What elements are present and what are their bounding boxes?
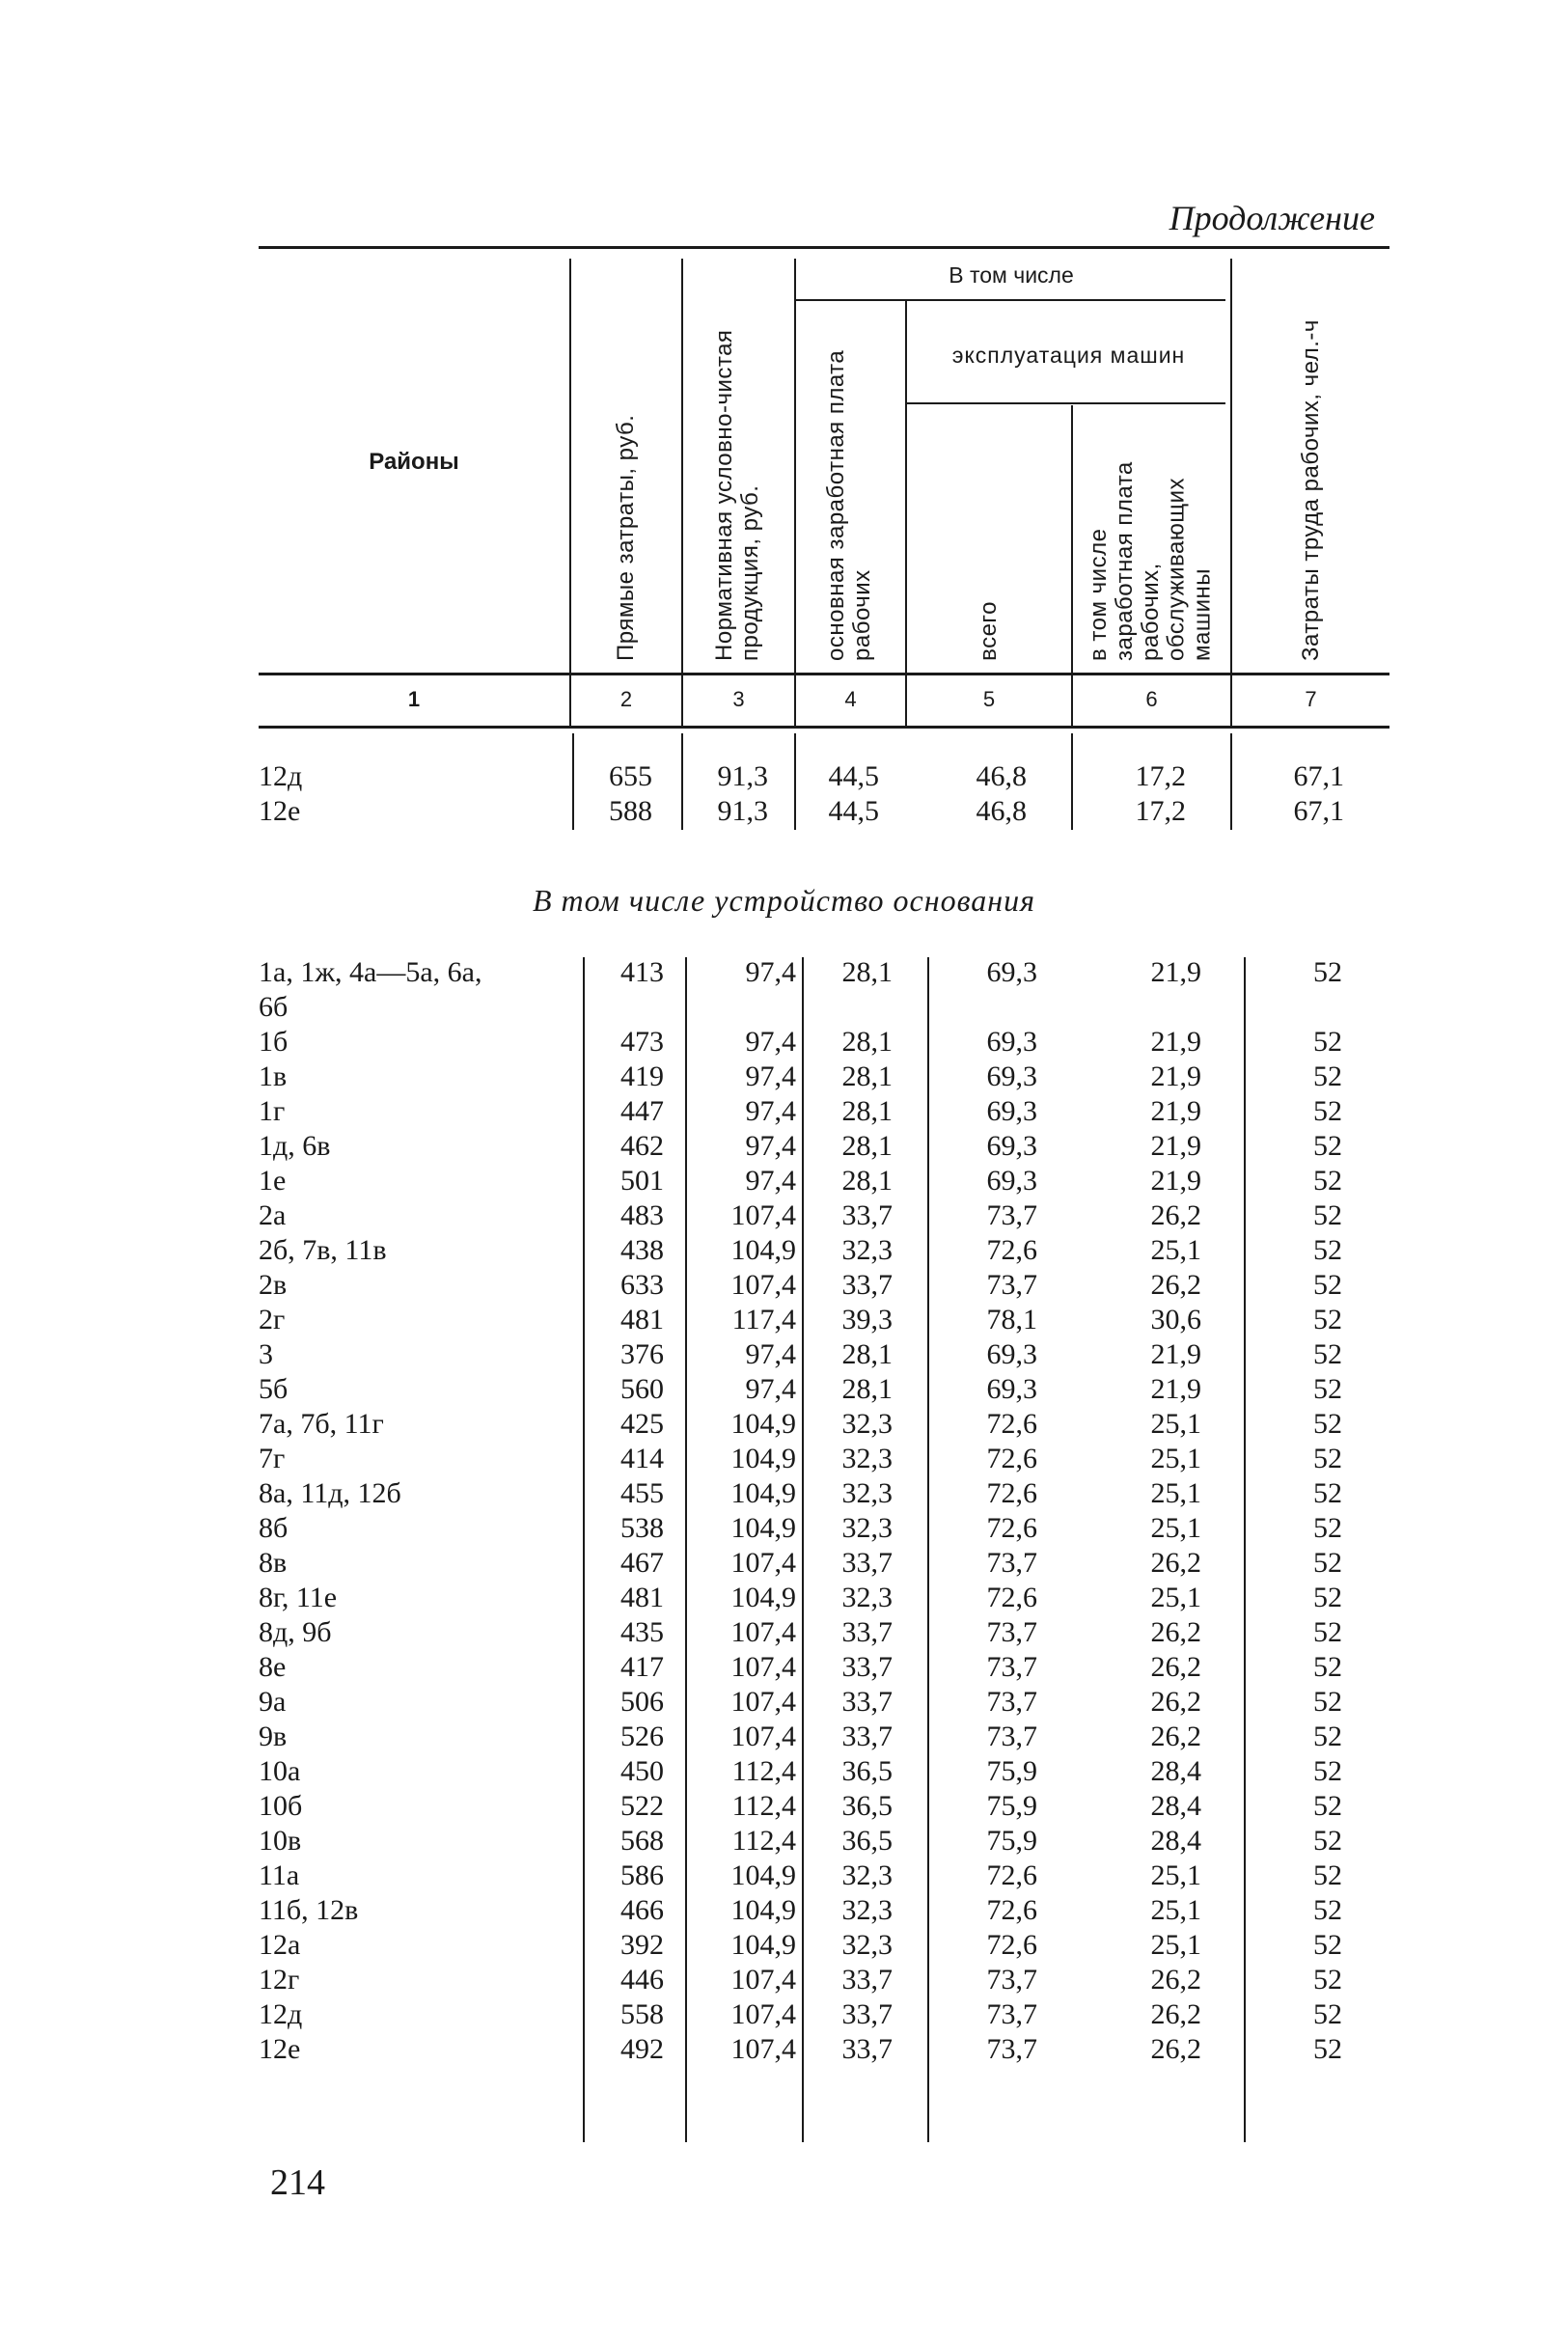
value-cell: 52 <box>1313 1338 1342 1370</box>
value-cell: 32,3 <box>841 1894 893 1926</box>
value-cell: 69,3 <box>986 1373 1037 1405</box>
value-cell: 28,4 <box>1150 1790 1201 1822</box>
value-cell: 28,4 <box>1150 1755 1201 1787</box>
value-cell: 97,4 <box>745 1338 796 1370</box>
region-cell: 2а <box>259 1199 287 1231</box>
value-cell: 392 <box>620 1929 664 1961</box>
col-number: 6 <box>1145 687 1158 711</box>
value-cell: 112,4 <box>731 1790 796 1822</box>
value-cell: 417 <box>620 1651 664 1683</box>
region-cell: 12д <box>259 760 303 792</box>
value-cell: 104,9 <box>730 1477 796 1509</box>
region-cell: 1д, 6в <box>259 1130 331 1162</box>
value-cell: 73,7 <box>986 1651 1037 1683</box>
header-direct-costs-text: Прямые затраты, руб. <box>612 414 639 661</box>
value-cell: 560 <box>620 1373 664 1405</box>
col-number: 7 <box>1305 687 1317 711</box>
value-cell: 97,4 <box>745 956 796 988</box>
value-cell: 25,1 <box>1150 1582 1201 1613</box>
value-cell: 52 <box>1313 1304 1342 1335</box>
value-cell: 17,2 <box>1135 760 1186 792</box>
value-cell: 25,1 <box>1150 1477 1201 1509</box>
value-cell: 107,4 <box>730 1616 796 1648</box>
value-cell: 52 <box>1313 1686 1342 1718</box>
continuation-label: Продолжение <box>1169 199 1375 237</box>
value-cell: 481 <box>620 1304 664 1335</box>
value-cell: 52 <box>1313 1721 1342 1752</box>
value-cell: 32,3 <box>841 1477 893 1509</box>
value-cell: 104,9 <box>730 1443 796 1474</box>
value-cell: 21,9 <box>1150 956 1201 988</box>
value-cell: 26,2 <box>1150 1616 1201 1648</box>
value-cell: 46,8 <box>976 760 1027 792</box>
value-cell: 69,3 <box>986 1095 1037 1127</box>
value-cell: 97,4 <box>745 1026 796 1058</box>
col-number: 2 <box>619 687 633 711</box>
value-cell: 28,4 <box>1150 1825 1201 1857</box>
region-cell: 8г, 11е <box>259 1582 338 1613</box>
value-cell: 73,7 <box>986 1547 1037 1579</box>
region-cell: 6б <box>259 991 289 1023</box>
value-cell: 17,2 <box>1135 795 1186 827</box>
col-number: 3 <box>732 687 745 711</box>
value-cell: 483 <box>620 1199 664 1231</box>
value-cell: 473 <box>620 1026 664 1058</box>
header-machines: эксплуатация машин <box>951 343 1186 368</box>
value-cell: 107,4 <box>730 1686 796 1718</box>
value-cell: 97,4 <box>745 1373 796 1405</box>
header-machine-wages-text: в том числе заработная плата рабочих, обслуживающих машины <box>1085 461 1216 661</box>
table-top-rule <box>259 246 1389 249</box>
value-cell: 69,3 <box>986 956 1037 988</box>
value-cell: 21,9 <box>1150 1026 1201 1058</box>
value-cell: 107,4 <box>730 2033 796 2065</box>
col-number: 1 <box>407 687 421 711</box>
region-cell: 7г <box>259 1443 286 1474</box>
region-cell: 2б, 7в, 11в <box>259 1234 387 1266</box>
value-cell: 52 <box>1313 1825 1342 1857</box>
value-cell: 52 <box>1313 1964 1342 1996</box>
value-cell: 30,6 <box>1150 1304 1201 1335</box>
value-cell: 39,3 <box>841 1304 893 1335</box>
value-cell: 107,4 <box>730 1269 796 1301</box>
value-cell: 25,1 <box>1150 1894 1201 1926</box>
value-cell: 438 <box>620 1234 664 1266</box>
value-cell: 526 <box>620 1721 664 1752</box>
value-cell: 32,3 <box>841 1859 893 1891</box>
value-cell: 28,1 <box>841 1026 893 1058</box>
value-cell: 107,4 <box>730 1998 796 2030</box>
value-cell: 72,6 <box>986 1929 1037 1961</box>
value-cell: 33,7 <box>841 1964 893 1996</box>
value-cell: 52 <box>1313 1998 1342 2030</box>
value-cell: 52 <box>1313 1060 1342 1092</box>
top-block-divider <box>572 733 574 830</box>
value-cell: 568 <box>620 1825 664 1857</box>
value-cell: 52 <box>1313 1026 1342 1058</box>
value-cell: 67,1 <box>1293 795 1344 827</box>
value-cell: 466 <box>620 1894 664 1926</box>
region-cell: 1г <box>259 1095 286 1127</box>
region-cell: 11а <box>259 1859 300 1891</box>
header-divider <box>569 259 571 726</box>
value-cell: 558 <box>620 1998 664 2030</box>
value-cell: 104,9 <box>730 1582 796 1613</box>
top-block-divider <box>1230 733 1232 830</box>
region-cell: 8в <box>259 1547 288 1579</box>
value-cell: 506 <box>620 1686 664 1718</box>
region-cell: 7а, 7б, 11г <box>259 1408 384 1440</box>
value-cell: 69,3 <box>986 1338 1037 1370</box>
value-cell: 73,7 <box>986 1721 1037 1752</box>
region-cell: 9в <box>259 1721 288 1752</box>
value-cell: 28,1 <box>841 1060 893 1092</box>
value-cell: 69,3 <box>986 1060 1037 1092</box>
value-cell: 586 <box>620 1859 664 1891</box>
col-number: 4 <box>844 687 857 711</box>
value-cell: 73,7 <box>986 1686 1037 1718</box>
value-cell: 91,3 <box>717 760 768 792</box>
value-cell: 36,5 <box>841 1790 893 1822</box>
value-cell: 52 <box>1313 1859 1342 1891</box>
value-cell: 91,3 <box>717 795 768 827</box>
region-cell: 11б, 12в <box>259 1894 359 1926</box>
value-cell: 21,9 <box>1150 1338 1201 1370</box>
value-cell: 26,2 <box>1150 1686 1201 1718</box>
value-cell: 52 <box>1313 1443 1342 1474</box>
value-cell: 52 <box>1313 1651 1342 1683</box>
value-cell: 52 <box>1313 1790 1342 1822</box>
value-cell: 75,9 <box>986 1755 1037 1787</box>
value-cell: 52 <box>1313 2033 1342 2065</box>
value-cell: 75,9 <box>986 1790 1037 1822</box>
header-divider <box>1230 259 1232 726</box>
value-cell: 435 <box>620 1616 664 1648</box>
value-cell: 25,1 <box>1150 1443 1201 1474</box>
value-cell: 450 <box>620 1755 664 1787</box>
value-cell: 21,9 <box>1150 1060 1201 1092</box>
value-cell: 655 <box>609 760 652 792</box>
header-wages-text: основная заработная плата рабочих <box>823 349 875 661</box>
region-cell: 10а <box>259 1755 301 1787</box>
header-labor <box>1234 253 1389 661</box>
value-cell: 414 <box>620 1443 664 1474</box>
top-block-divider <box>794 733 796 830</box>
region-cell: 1а, 1ж, 4а—5а, 6а, <box>259 956 482 988</box>
value-cell: 21,9 <box>1150 1165 1201 1197</box>
value-cell: 538 <box>620 1512 664 1544</box>
value-cell: 32,3 <box>841 1234 893 1266</box>
value-cell: 32,3 <box>841 1512 893 1544</box>
value-cell: 21,9 <box>1150 1130 1201 1162</box>
value-cell: 107,4 <box>730 1964 796 1996</box>
value-cell: 104,9 <box>730 1408 796 1440</box>
value-cell: 28,1 <box>841 956 893 988</box>
value-cell: 112,4 <box>731 1755 796 1787</box>
region-cell: 10в <box>259 1825 302 1857</box>
value-cell: 73,7 <box>986 1199 1037 1231</box>
region-cell: 5б <box>259 1373 289 1405</box>
header-group: В том числе <box>949 262 1074 288</box>
region-cell: 12д <box>259 1998 303 2030</box>
value-cell: 72,6 <box>986 1512 1037 1544</box>
value-cell: 25,1 <box>1150 1512 1201 1544</box>
value-cell: 26,2 <box>1150 1269 1201 1301</box>
value-cell: 73,7 <box>986 1998 1037 2030</box>
value-cell: 73,7 <box>986 1269 1037 1301</box>
value-cell: 73,7 <box>986 1964 1037 1996</box>
value-cell: 36,5 <box>841 1755 893 1787</box>
value-cell: 32,3 <box>841 1929 893 1961</box>
header-total-text: всего <box>975 601 1002 661</box>
header-regions: Районы <box>369 449 459 475</box>
value-cell: 97,4 <box>745 1095 796 1127</box>
value-cell: 97,4 <box>745 1165 796 1197</box>
value-cell: 481 <box>620 1582 664 1613</box>
value-cell: 26,2 <box>1150 1651 1201 1683</box>
value-cell: 52 <box>1313 1512 1342 1544</box>
value-cell: 107,4 <box>730 1721 796 1752</box>
value-cell: 107,4 <box>730 1651 796 1683</box>
value-cell: 97,4 <box>745 1060 796 1092</box>
value-cell: 52 <box>1313 1408 1342 1440</box>
value-cell: 33,7 <box>841 1686 893 1718</box>
value-cell: 107,4 <box>730 1199 796 1231</box>
value-cell: 33,7 <box>841 1616 893 1648</box>
value-cell: 633 <box>620 1269 664 1301</box>
value-cell: 52 <box>1313 1929 1342 1961</box>
header-net-product <box>685 251 791 661</box>
value-cell: 107,4 <box>730 1547 796 1579</box>
value-cell: 28,1 <box>841 1338 893 1370</box>
value-cell: 25,1 <box>1150 1234 1201 1266</box>
page-number: 214 <box>270 2162 325 2203</box>
value-cell: 21,9 <box>1150 1095 1201 1127</box>
value-cell: 52 <box>1313 1130 1342 1162</box>
region-cell: 8д, 9б <box>259 1616 332 1648</box>
region-cell: 12а <box>259 1929 301 1961</box>
value-cell: 104,9 <box>730 1234 796 1266</box>
value-cell: 75,9 <box>986 1825 1037 1857</box>
region-cell: 1в <box>259 1060 288 1092</box>
value-cell: 97,4 <box>745 1130 796 1162</box>
value-cell: 72,6 <box>986 1408 1037 1440</box>
numbers-bottom-rule <box>259 726 1389 729</box>
value-cell: 44,5 <box>828 760 879 792</box>
region-cell: 12г <box>259 1964 300 1996</box>
value-cell: 46,8 <box>976 795 1027 827</box>
value-cell: 446 <box>620 1964 664 1996</box>
value-cell: 467 <box>620 1547 664 1579</box>
value-cell: 28,1 <box>841 1095 893 1127</box>
value-cell: 25,1 <box>1150 1408 1201 1440</box>
value-cell: 413 <box>620 956 664 988</box>
region-cell: 2г <box>259 1304 286 1335</box>
value-cell: 67,1 <box>1293 760 1344 792</box>
value-cell: 501 <box>620 1165 664 1197</box>
value-cell: 104,9 <box>730 1512 796 1544</box>
region-cell: 3 <box>259 1338 273 1370</box>
value-cell: 33,7 <box>841 2033 893 2065</box>
value-cell: 522 <box>620 1790 664 1822</box>
value-cell: 72,6 <box>986 1894 1037 1926</box>
region-cell: 2в <box>259 1269 288 1301</box>
header-labor-text: Затраты труда рабочих, чел.-ч <box>1297 319 1324 661</box>
value-cell: 28,1 <box>841 1130 893 1162</box>
value-cell: 25,1 <box>1150 1929 1201 1961</box>
region-cell: 1б <box>259 1026 289 1058</box>
header-machine-wages <box>1075 403 1227 661</box>
value-cell: 69,3 <box>986 1026 1037 1058</box>
value-cell: 32,3 <box>841 1582 893 1613</box>
region-cell: 10б <box>259 1790 303 1822</box>
header-bottom-rule <box>259 673 1389 675</box>
value-cell: 32,3 <box>841 1443 893 1474</box>
value-cell: 419 <box>620 1060 664 1092</box>
value-cell: 33,7 <box>841 1721 893 1752</box>
value-cell: 26,2 <box>1150 2033 1201 2065</box>
value-cell: 32,3 <box>841 1408 893 1440</box>
value-cell: 52 <box>1313 1199 1342 1231</box>
value-cell: 117,4 <box>731 1304 796 1335</box>
header-divider <box>681 259 683 726</box>
header-total <box>909 410 1069 661</box>
value-cell: 69,3 <box>986 1130 1037 1162</box>
value-cell: 52 <box>1313 1165 1342 1197</box>
value-cell: 462 <box>620 1130 664 1162</box>
value-cell: 72,6 <box>986 1582 1037 1613</box>
value-cell: 104,9 <box>730 1894 796 1926</box>
value-cell: 52 <box>1313 1477 1342 1509</box>
value-cell: 455 <box>620 1477 664 1509</box>
value-cell: 26,2 <box>1150 1964 1201 1996</box>
value-cell: 52 <box>1313 1269 1342 1301</box>
value-cell: 492 <box>620 2033 664 2065</box>
value-cell: 52 <box>1313 1547 1342 1579</box>
value-cell: 104,9 <box>730 1929 796 1961</box>
value-cell: 26,2 <box>1150 1721 1201 1752</box>
value-cell: 72,6 <box>986 1477 1037 1509</box>
region-cell: 1е <box>259 1165 287 1197</box>
value-cell: 33,7 <box>841 1269 893 1301</box>
header-direct-costs <box>573 289 679 661</box>
value-cell: 52 <box>1313 1234 1342 1266</box>
value-cell: 376 <box>620 1338 664 1370</box>
value-cell: 26,2 <box>1150 1547 1201 1579</box>
value-cell: 104,9 <box>730 1859 796 1891</box>
value-cell: 33,7 <box>841 1998 893 2030</box>
value-cell: 52 <box>1313 956 1342 988</box>
value-cell: 26,2 <box>1150 1998 1201 2030</box>
value-cell: 28,1 <box>841 1165 893 1197</box>
value-cell: 26,2 <box>1150 1199 1201 1231</box>
value-cell: 73,7 <box>986 2033 1037 2065</box>
region-cell: 8б <box>259 1512 289 1544</box>
value-cell: 73,7 <box>986 1616 1037 1648</box>
value-cell: 52 <box>1313 1616 1342 1648</box>
value-cell: 425 <box>620 1408 664 1440</box>
value-cell: 52 <box>1313 1095 1342 1127</box>
value-cell: 28,1 <box>841 1373 893 1405</box>
region-cell: 12е <box>259 795 301 827</box>
value-cell: 78,1 <box>986 1304 1037 1335</box>
value-cell: 52 <box>1313 1373 1342 1405</box>
header-divider <box>794 259 796 726</box>
value-cell: 72,6 <box>986 1443 1037 1474</box>
value-cell: 21,9 <box>1150 1373 1201 1405</box>
header-wages <box>797 304 903 661</box>
region-cell: 12е <box>259 2033 301 2065</box>
value-cell: 33,7 <box>841 1199 893 1231</box>
value-cell: 33,7 <box>841 1651 893 1683</box>
region-cell: 8а, 11д, 12б <box>259 1477 401 1509</box>
region-cell: 9а <box>259 1686 287 1718</box>
value-cell: 52 <box>1313 1755 1342 1787</box>
region-cell: 8е <box>259 1651 287 1683</box>
value-cell: 36,5 <box>841 1825 893 1857</box>
header-net-product-text: Нормативная условно-чистая продукция, руб. <box>711 329 763 661</box>
top-block-divider <box>1071 733 1073 830</box>
value-cell: 52 <box>1313 1582 1342 1613</box>
value-cell: 25,1 <box>1150 1859 1201 1891</box>
value-cell: 588 <box>609 795 652 827</box>
value-cell: 112,4 <box>731 1825 796 1857</box>
value-cell: 69,3 <box>986 1165 1037 1197</box>
section-title: В том числе устройство основания <box>532 883 1036 918</box>
value-cell: 72,6 <box>986 1234 1037 1266</box>
value-cell: 447 <box>620 1095 664 1127</box>
group-rule <box>796 299 1225 301</box>
header-divider <box>1071 405 1073 726</box>
value-cell: 44,5 <box>828 795 879 827</box>
value-cell: 72,6 <box>986 1859 1037 1891</box>
value-cell: 33,7 <box>841 1547 893 1579</box>
value-cell: 52 <box>1313 1894 1342 1926</box>
col-number: 5 <box>982 687 996 711</box>
